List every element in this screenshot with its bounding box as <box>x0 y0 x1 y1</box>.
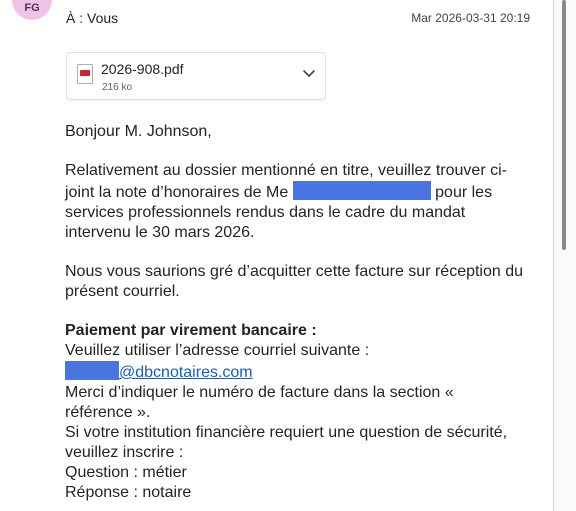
paragraph-payment-request: Nous vous saurions gré d’acquitter cette facture sur réception du présent courriel. <box>65 263 524 300</box>
paragraph-invoice <box>65 161 525 243</box>
redacted-name <box>293 181 431 200</box>
attachment-name: 2026-908.pdf <box>101 61 184 77</box>
answer-line: Réponse : notaire <box>65 484 192 501</box>
sent-date: Mar 2026-03-31 20:19 <box>411 11 530 25</box>
recipient-line <box>66 10 118 26</box>
reference-line: Merci d’indiquer le numéro de facture dans la section « référence ». <box>65 384 454 421</box>
email-link[interactable]: @dbcnotaires.com <box>119 364 253 381</box>
redacted-email-user <box>65 361 119 380</box>
pdf-file-icon <box>77 64 93 84</box>
to-label: À : <box>66 10 84 26</box>
scrollbar-track[interactable] <box>553 0 576 511</box>
email-intro-line: Veuillez utiliser l’adresse courriel suivante : <box>65 342 370 359</box>
paragraph-invoice-part1: Relativement au dossier mentionné en titre, veuillez trouver ci-joint la note d’honoraires de Me <box>65 162 507 201</box>
attachment-card[interactable] <box>66 52 326 100</box>
question-line: Question : métier <box>65 464 187 481</box>
email-line <box>65 361 525 383</box>
attachment-size: 216 ko <box>102 82 133 93</box>
payment-section <box>65 321 525 503</box>
sender-avatar <box>12 0 52 20</box>
paragraph-invoice-part2: pour les services professionnels rendus dans le cadre du mandat intervenu le 30 mars 2026. <box>65 184 493 241</box>
message-body <box>65 122 525 503</box>
to-value: Vous <box>87 10 119 26</box>
greeting: Bonjour M. Johnson, <box>65 123 212 140</box>
scrollbar-thumb[interactable] <box>562 0 566 250</box>
payment-title: Paiement par virement bancaire : <box>65 322 317 339</box>
security-line: Si votre institution financière requiert une question de sécurité, veuillez inscrire : <box>65 424 508 461</box>
avatar-initials: FG <box>24 2 40 14</box>
chevron-down-icon[interactable] <box>301 65 317 81</box>
